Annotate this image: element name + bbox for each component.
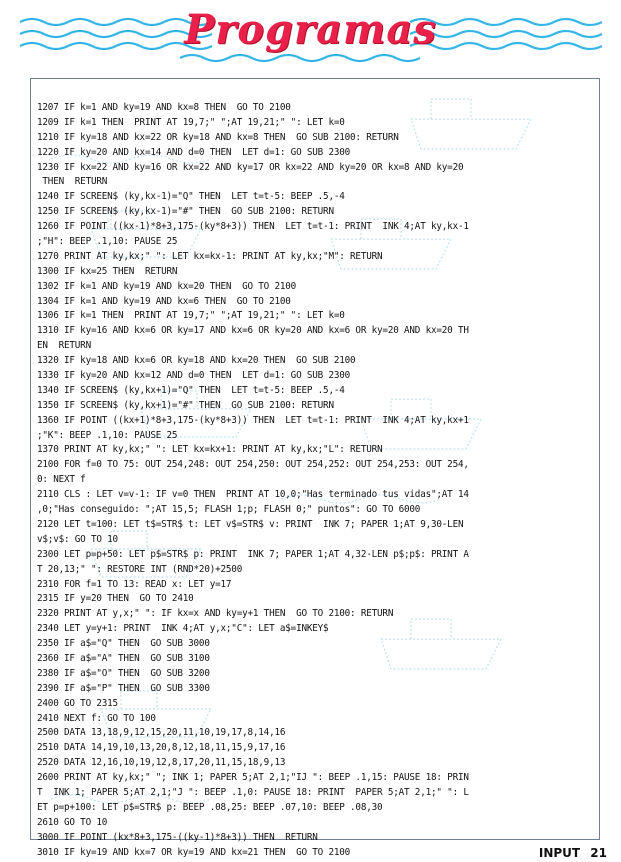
code-line: 1207 IF k=1 AND ky=19 AND kx=8 THEN GO TO 2100: [37, 102, 291, 113]
code-line: 1270 PRINT AT ky,kx;" ": LET kx=kx-1: PRINT AT ky,kx;"M": RETURN: [37, 250, 383, 262]
code-line: 1220 IF ky=20 AND kx=14 AND d=0 THEN LET d=1: GO SUB 2300: [37, 146, 351, 158]
code-line: 2320 PRINT AT y,x;" ": IF kx=x AND ky=y+1 THEN GO TO 2100: RETURN: [37, 608, 394, 620]
page-number: 21: [590, 846, 607, 860]
code-line: 2120 LET t=100: LET t$=STR$ t: LET v$=STR$ v: PRINT INK 7; PAPER 1;AT 9,30-LEN: [37, 518, 464, 530]
code-line: 3000 IF POINT (kx*8+3,175-((ky-1)*8+3)) THEN RETURN: [37, 831, 318, 843]
code-line: 1310 IF ky=16 AND kx=6 OR ky=17 AND kx=6 OR ky=20 AND kx=6 OR ky=20 AND kx=20 TH: [37, 325, 469, 337]
code-line: 1300 IF kx=25 THEN RETURN: [37, 265, 178, 277]
code-line: 1260 IF POINT ((kx-1)*8+3,175-(ky*8+3)) THEN LET t=t-1: PRINT INK 4;AT ky,kx-1: [37, 221, 469, 233]
page-footer: [533, 846, 607, 860]
code-line: ;"H": BEEP .1,10: PAUSE 25: [37, 236, 178, 248]
code-line: 2340 LET y=y+1: PRINT INK 4;AT y,x;"C": LET a$=INKEY$: [37, 623, 329, 635]
code-line: 2100 FOR f=0 TO 75: OUT 254,248: OUT 254,250: OUT 254,252: OUT 254,253: OUT 254,: [37, 459, 469, 471]
code-line: 1306 IF k=1 THEN PRINT AT 19,7;" ";AT 19,21;" ": LET k=0: [37, 310, 345, 322]
code-line: 2300 LET p=p+50: LET p$=STR$ p: PRINT INK 7; PAPER 1;AT 4,32-LEN p$;p$: PRINT A: [37, 548, 469, 560]
code-line: 1340 IF SCREEN$ (ky,kx+1)="Q" THEN LET t=t-5: BEEP .5,-4: [37, 384, 345, 396]
code-line: 1360 IF POINT ((kx+1)*8+3,175-(ky*8+3)) THEN LET t=t-1: PRINT INK 4;AT ky,kx+1: [37, 414, 469, 426]
code-line: T 20,13;" ": RESTORE INT (RND*20)+2500: [37, 563, 243, 575]
code-line: v$;v$: GO TO 10: [37, 533, 118, 545]
page-title: Programas: [184, 6, 437, 53]
code-line: 1350 IF SCREEN$ (ky,kx+1)="#" THEN GO SUB 2100: RETURN: [37, 399, 334, 411]
code-line: 2110 CLS : LET v=v-1: IF v=0 THEN PRINT AT 10,0;"Has terminado tus vidas";AT 14: [37, 489, 469, 501]
code-line: T INK 1; PAPER 5;AT 2,1;"J ": BEEP .1,0: PAUSE 18: PRINT PAPER 5;AT 2,1;" ": L: [37, 786, 469, 798]
code-line: 2400 GO TO 2315: [37, 697, 118, 709]
code-line: 1210 IF ky=18 AND kx=22 OR ky=18 AND kx=8 THEN GO SUB 2100: RETURN: [37, 131, 399, 143]
code-line: 1302 IF k=1 AND ky=19 AND kx=20 THEN GO TO 2100: [37, 280, 297, 292]
code-line: 1330 IF ky=20 AND kx=12 AND d=0 THEN LET d=1: GO SUB 2300: [37, 370, 351, 382]
code-line: 1209 IF k=1 THEN PRINT AT 19,7;" ";AT 19,21;" ": LET k=0: [37, 116, 345, 128]
code-line: 3010 IF ky=19 AND kx=7 OR ky=19 AND kx=21 THEN GO TO 2100: [37, 846, 351, 858]
code-line: ET p=p+100: LET p$=STR$ p: BEEP .08,25: BEEP .07,10: BEEP .08,30: [37, 801, 383, 813]
code-line: 2410 NEXT f: GO TO 100: [37, 712, 156, 724]
code-line: 2390 IF a$="P" THEN GO SUB 3300: [37, 682, 210, 694]
code-line: 1320 IF ky=18 AND kx=6 OR ky=18 AND kx=20 THEN GO SUB 2100: [37, 355, 356, 367]
code-line: 1370 PRINT AT ky,kx;" ": LET kx=kx+1: PRINT AT ky,kx;"L": RETURN: [37, 444, 383, 456]
code-line: 2360 IF a$="A" THEN GO SUB 3100: [37, 652, 210, 664]
code-line: 2315 IF y=20 THEN GO TO 2410: [37, 593, 194, 605]
code-line: 2600 PRINT AT ky,kx;" "; INK 1; PAPER 5;AT 2,1;"IJ ": BEEP .1,15: PAUSE 18: PRIN: [37, 772, 469, 784]
code-line: EN RETURN: [37, 340, 91, 352]
code-line: 1230 IF kx=22 AND ky=16 OR kx=22 AND ky=17 OR kx=22 AND ky=20 OR kx=8 AND ky=20: [37, 161, 464, 173]
code-line: 2350 IF a$="Q" THEN GO SUB 3000: [37, 638, 210, 650]
code-line: 2610 GO TO 10: [37, 816, 108, 828]
basic-program-listing: [37, 101, 593, 860]
magazine-name: INPUT: [538, 846, 581, 860]
code-line: 2380 IF a$="O" THEN GO SUB 3200: [37, 667, 210, 679]
code-line: 2510 DATA 14,19,10,13,20,8,12,18,11,15,9,17,16: [37, 742, 286, 754]
page-header: [0, 0, 621, 80]
code-line: 0: NEXT f: [37, 474, 86, 486]
code-line: 1240 IF SCREEN$ (ky,kx-1)="Q" THEN LET t=t-5: BEEP .5,-4: [37, 191, 345, 203]
code-line: 1250 IF SCREEN$ (ky,kx-1)="#" THEN GO SUB 2100: RETURN: [37, 206, 334, 218]
code-line: 2310 FOR f=1 TO 13: READ x: LET y=17: [37, 578, 232, 590]
code-line: ;"K": BEEP .1,10: PAUSE 25: [37, 429, 178, 441]
code-line: ,0;"Has conseguido: ";AT 15,5; FLASH 1;p; FLASH 0;" puntos": GO TO 6000: [37, 504, 421, 516]
code-line: 2520 DATA 12,16,10,19,12,8,17,20,11,15,18,9,13: [37, 757, 286, 769]
code-line: THEN RETURN: [37, 176, 108, 188]
code-line: 2500 DATA 13,18,9,12,15,20,11,10,19,17,8,14,16: [37, 727, 286, 739]
code-line: 1304 IF k=1 AND ky=19 AND kx=6 THEN GO TO 2100: [37, 295, 291, 307]
